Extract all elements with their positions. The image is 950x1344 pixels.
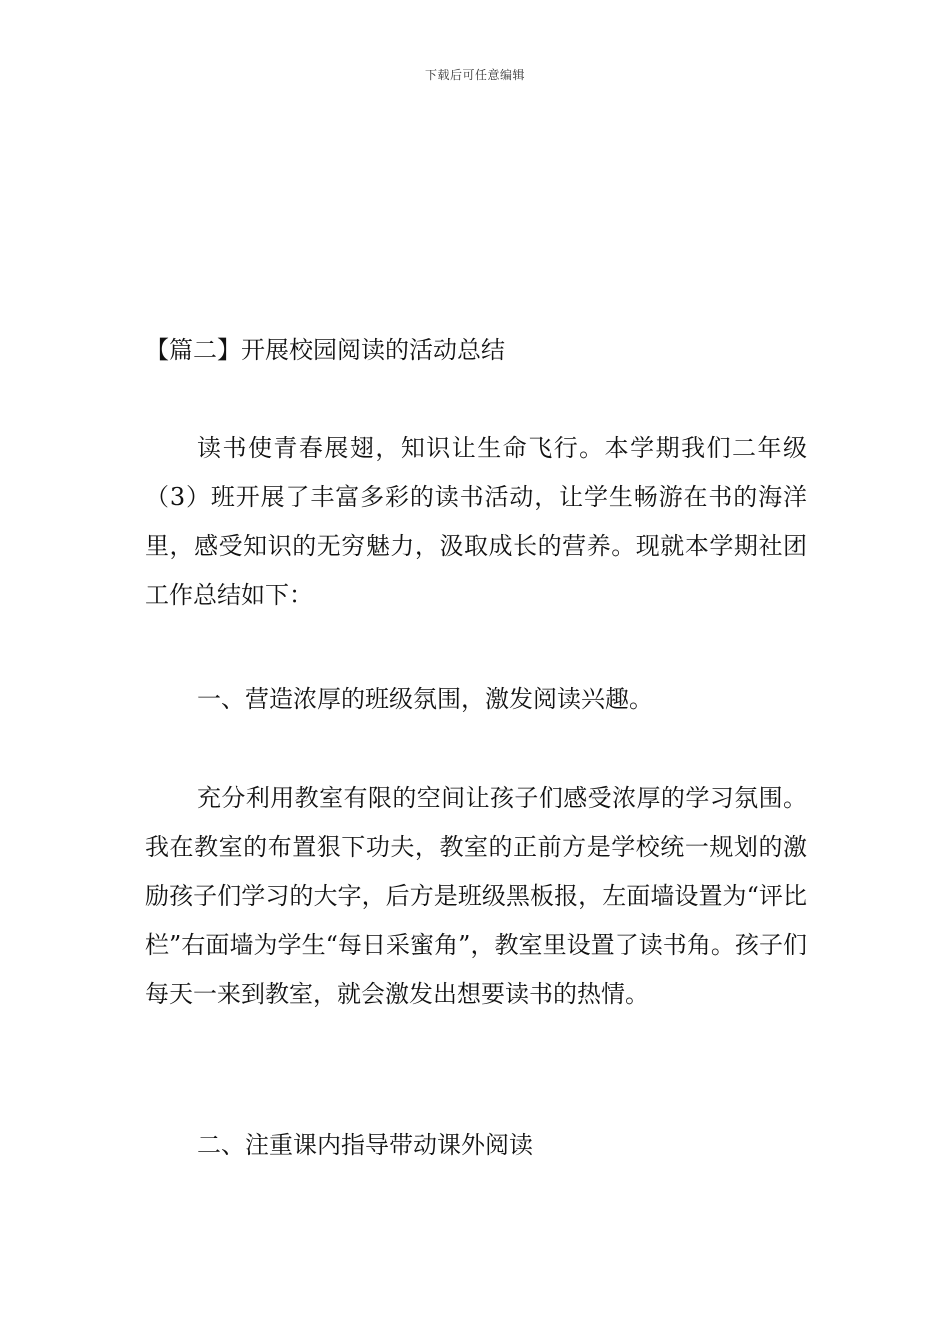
section-1-heading: 一、营造浓厚的班级氛围，激发阅读兴趣。 <box>197 685 653 713</box>
document-title: 【篇二】开展校园阅读的活动总结 <box>145 336 505 364</box>
section-2-heading: 二、注重课内指导带动课外阅读 <box>197 1131 533 1159</box>
header-note: 下载后可任意编辑 <box>424 68 525 82</box>
intro-paragraph: 读书使青春展翅，知识让生命飞行。本学期我们二年级（3）班开展了丰富多彩的读书活动，让学生畅游在书的海洋里，感受知识的无穷魅力，汲取成长的营养。现就本学期社团工作总结如下： <box>145 434 807 609</box>
section-1-paragraph: 充分利用教室有限的空间让孩子们感受浓厚的学习氛围。我在教室的布置狠下功夫，教室的正前方是学校统一规划的激励孩子们学习的大字，后方是班级黑板报，左面墙设置为“评比栏”右面墙为学生“每日采蜜角”，教室里设置了读书角。孩子们每天一来到教室，就会激发出想要读书的热情。 <box>145 784 807 1008</box>
